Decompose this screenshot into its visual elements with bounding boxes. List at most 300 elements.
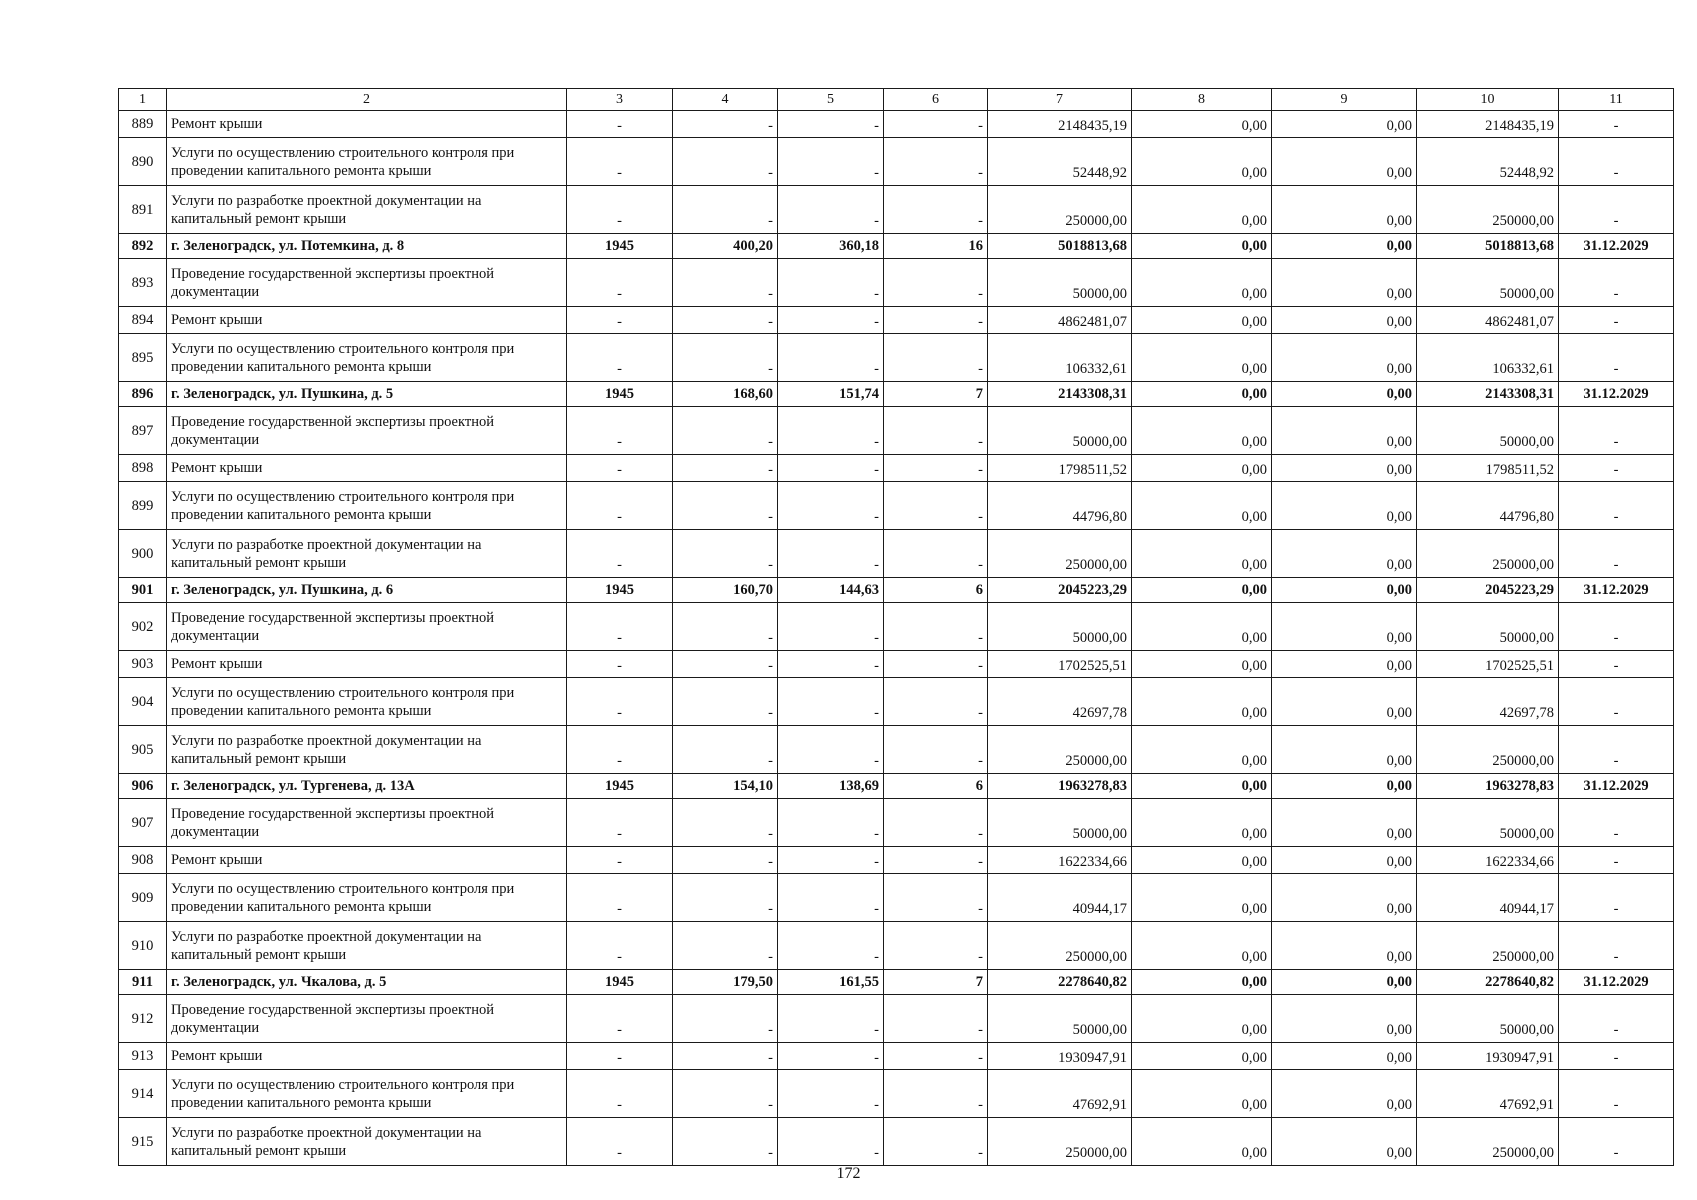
cost-total-cell: 2143308,31: [988, 382, 1132, 407]
area-total-cell: 160,70: [673, 578, 778, 603]
area-living-cell: -: [778, 259, 884, 307]
area-total-cell: -: [673, 455, 778, 482]
area-total-cell: 154,10: [673, 774, 778, 799]
cost-total-cell: 2148435,19: [988, 111, 1132, 138]
cost-col8-cell: 0,00: [1132, 774, 1272, 799]
deadline-cell: -: [1559, 874, 1674, 922]
residents-cell: -: [884, 1118, 988, 1166]
work-name-cell: Ремонт крыши: [167, 847, 567, 874]
deadline-cell: -: [1559, 259, 1674, 307]
deadline-cell: 31.12.2029: [1559, 234, 1674, 259]
deadline-cell: -: [1559, 678, 1674, 726]
row-number-cell: 911: [119, 970, 167, 995]
cost-col8-cell: 0,00: [1132, 234, 1272, 259]
area-total-cell: 400,20: [673, 234, 778, 259]
area-total-cell: -: [673, 530, 778, 578]
deadline-cell: -: [1559, 922, 1674, 970]
cost-col10-cell: 5018813,68: [1417, 234, 1559, 259]
row-number-cell: 900: [119, 530, 167, 578]
area-living-cell: -: [778, 186, 884, 234]
cost-col10-cell: 47692,91: [1417, 1070, 1559, 1118]
deadline-cell: -: [1559, 726, 1674, 774]
area-total-cell: -: [673, 334, 778, 382]
residents-cell: -: [884, 1070, 988, 1118]
work-name-cell: г. Зеленоградск, ул. Потемкина, д. 8: [167, 234, 567, 259]
work-row: [119, 455, 1674, 482]
row-number-cell: 898: [119, 455, 167, 482]
work-name-cell: г. Зеленоградск, ул. Тургенева, д. 13А: [167, 774, 567, 799]
cost-col8-cell: 0,00: [1132, 382, 1272, 407]
area-living-cell: 360,18: [778, 234, 884, 259]
area-total-cell: -: [673, 138, 778, 186]
address-row: [119, 578, 1674, 603]
cost-col8-cell: 0,00: [1132, 799, 1272, 847]
row-number-cell: 915: [119, 1118, 167, 1166]
cost-col10-cell: 50000,00: [1417, 603, 1559, 651]
row-number-cell: 896: [119, 382, 167, 407]
cost-col10-cell: 1930947,91: [1417, 1043, 1559, 1070]
cost-total-cell: 44796,80: [988, 482, 1132, 530]
area-living-cell: -: [778, 111, 884, 138]
cost-col9-cell: 0,00: [1272, 774, 1417, 799]
cost-col9-cell: 0,00: [1272, 334, 1417, 382]
row-number-cell: 909: [119, 874, 167, 922]
area-living-cell: -: [778, 1118, 884, 1166]
cost-col9-cell: 0,00: [1272, 603, 1417, 651]
cost-total-cell: 106332,61: [988, 334, 1132, 382]
cost-total-cell: 5018813,68: [988, 234, 1132, 259]
residents-cell: -: [884, 138, 988, 186]
residents-cell: -: [884, 678, 988, 726]
area-living-cell: -: [778, 995, 884, 1043]
work-row: [119, 111, 1674, 138]
residents-cell: -: [884, 407, 988, 455]
area-living-cell: -: [778, 874, 884, 922]
work-name-cell: Ремонт крыши: [167, 111, 567, 138]
area-total-cell: 179,50: [673, 970, 778, 995]
area-total-cell: -: [673, 874, 778, 922]
row-number-cell: 904: [119, 678, 167, 726]
work-name-cell: Услуги по осуществлению строительного контроля при проведении капитального ремонта крыши: [167, 138, 567, 186]
cost-col8-cell: 0,00: [1132, 259, 1272, 307]
work-name-cell: Услуги по осуществлению строительного контроля при проведении капитального ремонта крыши: [167, 482, 567, 530]
work-name-cell: Услуги по осуществлению строительного контроля при проведении капитального ремонта крыши: [167, 1070, 567, 1118]
area-total-cell: 168,60: [673, 382, 778, 407]
cost-col10-cell: 250000,00: [1417, 726, 1559, 774]
area-total-cell: -: [673, 1118, 778, 1166]
residents-cell: -: [884, 799, 988, 847]
cost-col10-cell: 44796,80: [1417, 482, 1559, 530]
year-cell: -: [567, 651, 673, 678]
cost-col8-cell: 0,00: [1132, 578, 1272, 603]
cost-col8-cell: 0,00: [1132, 651, 1272, 678]
year-cell: -: [567, 186, 673, 234]
cost-col10-cell: 50000,00: [1417, 995, 1559, 1043]
row-number-cell: 891: [119, 186, 167, 234]
address-row: [119, 234, 1674, 259]
work-row: [119, 1043, 1674, 1070]
cost-total-cell: 250000,00: [988, 530, 1132, 578]
year-cell: -: [567, 482, 673, 530]
work-row: [119, 678, 1674, 726]
area-living-cell: -: [778, 799, 884, 847]
cost-col8-cell: 0,00: [1132, 334, 1272, 382]
work-row: [119, 726, 1674, 774]
page-number: 172: [836, 1165, 861, 1182]
column-11-header: 11: [1559, 89, 1674, 111]
deadline-cell: -: [1559, 1070, 1674, 1118]
cost-total-cell: 1798511,52: [988, 455, 1132, 482]
area-living-cell: -: [778, 482, 884, 530]
cost-col8-cell: 0,00: [1132, 726, 1272, 774]
deadline-cell: -: [1559, 651, 1674, 678]
cost-col8-cell: 0,00: [1132, 995, 1272, 1043]
work-name-cell: Услуги по осуществлению строительного контроля при проведении капитального ремонта крыши: [167, 874, 567, 922]
deadline-cell: -: [1559, 530, 1674, 578]
column-8-header: 8: [1132, 89, 1272, 111]
row-number-cell: 903: [119, 651, 167, 678]
residents-cell: 6: [884, 578, 988, 603]
cost-col10-cell: 2045223,29: [1417, 578, 1559, 603]
year-cell: 1945: [567, 578, 673, 603]
residents-cell: 7: [884, 970, 988, 995]
area-total-cell: -: [673, 726, 778, 774]
cost-col9-cell: 0,00: [1272, 186, 1417, 234]
deadline-cell: -: [1559, 995, 1674, 1043]
work-row: [119, 603, 1674, 651]
cost-col9-cell: 0,00: [1272, 1070, 1417, 1118]
area-total-cell: -: [673, 407, 778, 455]
deadline-cell: -: [1559, 603, 1674, 651]
cost-col8-cell: 0,00: [1132, 1118, 1272, 1166]
address-row: [119, 970, 1674, 995]
deadline-cell: 31.12.2029: [1559, 774, 1674, 799]
work-row: [119, 482, 1674, 530]
area-total-cell: -: [673, 603, 778, 651]
area-living-cell: -: [778, 603, 884, 651]
residents-cell: -: [884, 482, 988, 530]
area-total-cell: -: [673, 799, 778, 847]
cost-col9-cell: 0,00: [1272, 874, 1417, 922]
year-cell: 1945: [567, 382, 673, 407]
cost-col9-cell: 0,00: [1272, 111, 1417, 138]
cost-col8-cell: 0,00: [1132, 678, 1272, 726]
cost-col8-cell: 0,00: [1132, 407, 1272, 455]
year-cell: 1945: [567, 774, 673, 799]
cost-total-cell: 50000,00: [988, 603, 1132, 651]
year-cell: -: [567, 259, 673, 307]
year-cell: -: [567, 799, 673, 847]
area-total-cell: -: [673, 1070, 778, 1118]
column-9-header: 9: [1272, 89, 1417, 111]
year-cell: -: [567, 334, 673, 382]
cost-col9-cell: 0,00: [1272, 455, 1417, 482]
row-number-cell: 899: [119, 482, 167, 530]
work-row: [119, 186, 1674, 234]
cost-col9-cell: 0,00: [1272, 234, 1417, 259]
row-number-cell: 907: [119, 799, 167, 847]
row-number-cell: 894: [119, 307, 167, 334]
cost-col10-cell: 2148435,19: [1417, 111, 1559, 138]
column-10-header: 10: [1417, 89, 1559, 111]
address-row: [119, 774, 1674, 799]
area-living-cell: -: [778, 922, 884, 970]
work-name-cell: Ремонт крыши: [167, 307, 567, 334]
cost-total-cell: 1622334,66: [988, 847, 1132, 874]
cost-col9-cell: 0,00: [1272, 1043, 1417, 1070]
cost-col9-cell: 0,00: [1272, 407, 1417, 455]
cost-col8-cell: 0,00: [1132, 874, 1272, 922]
cost-total-cell: 4862481,07: [988, 307, 1132, 334]
column-4-header: 4: [673, 89, 778, 111]
cost-col8-cell: 0,00: [1132, 970, 1272, 995]
row-number-cell: 910: [119, 922, 167, 970]
area-living-cell: -: [778, 726, 884, 774]
year-cell: 1945: [567, 234, 673, 259]
residents-cell: -: [884, 1043, 988, 1070]
area-living-cell: -: [778, 407, 884, 455]
cost-total-cell: 1702525,51: [988, 651, 1132, 678]
area-living-cell: 138,69: [778, 774, 884, 799]
area-living-cell: -: [778, 530, 884, 578]
work-name-cell: Ремонт крыши: [167, 1043, 567, 1070]
year-cell: -: [567, 1043, 673, 1070]
cost-col10-cell: 1622334,66: [1417, 847, 1559, 874]
area-total-cell: -: [673, 259, 778, 307]
cost-col10-cell: 2278640,82: [1417, 970, 1559, 995]
work-row: [119, 995, 1674, 1043]
residents-cell: -: [884, 259, 988, 307]
cost-total-cell: 50000,00: [988, 995, 1132, 1043]
cost-total-cell: 52448,92: [988, 138, 1132, 186]
residents-cell: -: [884, 922, 988, 970]
area-living-cell: -: [778, 847, 884, 874]
cost-col10-cell: 250000,00: [1417, 186, 1559, 234]
cost-col10-cell: 1798511,52: [1417, 455, 1559, 482]
cost-col9-cell: 0,00: [1272, 1118, 1417, 1166]
cost-col9-cell: 0,00: [1272, 678, 1417, 726]
header-row: [119, 89, 1674, 111]
work-row: [119, 259, 1674, 307]
area-total-cell: -: [673, 111, 778, 138]
residents-cell: 7: [884, 382, 988, 407]
cost-col10-cell: 1702525,51: [1417, 651, 1559, 678]
area-total-cell: -: [673, 482, 778, 530]
document-sheet: [118, 88, 1674, 1166]
work-name-cell: Ремонт крыши: [167, 455, 567, 482]
work-row: [119, 799, 1674, 847]
cost-total-cell: 250000,00: [988, 922, 1132, 970]
work-name-cell: Ремонт крыши: [167, 651, 567, 678]
cost-col10-cell: 1963278,83: [1417, 774, 1559, 799]
cost-col10-cell: 52448,92: [1417, 138, 1559, 186]
work-name-cell: Услуги по осуществлению строительного контроля при проведении капитального ремонта крыши: [167, 678, 567, 726]
column-number-header: 1: [119, 89, 167, 111]
work-row: [119, 530, 1674, 578]
area-living-cell: -: [778, 1070, 884, 1118]
area-living-cell: -: [778, 455, 884, 482]
cost-col8-cell: 0,00: [1132, 111, 1272, 138]
residents-cell: -: [884, 995, 988, 1043]
cost-total-cell: 40944,17: [988, 874, 1132, 922]
work-row: [119, 1070, 1674, 1118]
area-total-cell: -: [673, 651, 778, 678]
row-number-cell: 895: [119, 334, 167, 382]
residents-cell: -: [884, 307, 988, 334]
deadline-cell: -: [1559, 455, 1674, 482]
area-total-cell: -: [673, 186, 778, 234]
cost-col10-cell: 250000,00: [1417, 1118, 1559, 1166]
year-cell: -: [567, 307, 673, 334]
deadline-cell: -: [1559, 799, 1674, 847]
cost-total-cell: 2278640,82: [988, 970, 1132, 995]
row-number-cell: 908: [119, 847, 167, 874]
column-5-header: 5: [778, 89, 884, 111]
area-total-cell: -: [673, 922, 778, 970]
area-total-cell: -: [673, 1043, 778, 1070]
work-name-cell: г. Зеленоградск, ул. Пушкина, д. 6: [167, 578, 567, 603]
cost-col9-cell: 0,00: [1272, 138, 1417, 186]
cost-col9-cell: 0,00: [1272, 995, 1417, 1043]
residents-cell: -: [884, 651, 988, 678]
row-number-cell: 902: [119, 603, 167, 651]
deadline-cell: -: [1559, 334, 1674, 382]
work-name-cell: Проведение государственной экспертизы проектной документации: [167, 799, 567, 847]
cost-col9-cell: 0,00: [1272, 922, 1417, 970]
register-table: [118, 88, 1674, 1166]
cost-col8-cell: 0,00: [1132, 138, 1272, 186]
deadline-cell: 31.12.2029: [1559, 970, 1674, 995]
area-living-cell: -: [778, 334, 884, 382]
cost-total-cell: 47692,91: [988, 1070, 1132, 1118]
work-row: [119, 922, 1674, 970]
work-name-cell: Проведение государственной экспертизы проектной документации: [167, 995, 567, 1043]
year-cell: -: [567, 874, 673, 922]
year-cell: -: [567, 530, 673, 578]
cost-total-cell: 42697,78: [988, 678, 1132, 726]
residents-cell: -: [884, 530, 988, 578]
cost-total-cell: 1963278,83: [988, 774, 1132, 799]
year-cell: -: [567, 1118, 673, 1166]
cost-col9-cell: 0,00: [1272, 259, 1417, 307]
year-cell: 1945: [567, 970, 673, 995]
area-living-cell: -: [778, 138, 884, 186]
work-name-cell: г. Зеленоградск, ул. Чкалова, д. 5: [167, 970, 567, 995]
year-cell: -: [567, 678, 673, 726]
cost-col9-cell: 0,00: [1272, 970, 1417, 995]
cost-col9-cell: 0,00: [1272, 847, 1417, 874]
area-living-cell: -: [778, 1043, 884, 1070]
cost-total-cell: 250000,00: [988, 186, 1132, 234]
cost-col8-cell: 0,00: [1132, 530, 1272, 578]
area-total-cell: -: [673, 307, 778, 334]
row-number-cell: 897: [119, 407, 167, 455]
column-3-header: 3: [567, 89, 673, 111]
work-name-cell: Услуги по осуществлению строительного контроля при проведении капитального ремонта крыши: [167, 334, 567, 382]
address-row: [119, 382, 1674, 407]
work-name-cell: Проведение государственной экспертизы проектной документации: [167, 603, 567, 651]
residents-cell: -: [884, 847, 988, 874]
work-row: [119, 138, 1674, 186]
year-cell: -: [567, 995, 673, 1043]
row-number-cell: 906: [119, 774, 167, 799]
area-living-cell: 144,63: [778, 578, 884, 603]
year-cell: -: [567, 922, 673, 970]
cost-col9-cell: 0,00: [1272, 482, 1417, 530]
residents-cell: -: [884, 186, 988, 234]
deadline-cell: -: [1559, 847, 1674, 874]
cost-total-cell: 250000,00: [988, 1118, 1132, 1166]
work-name-cell: Услуги по разработке проектной документации на капитальный ремонт крыши: [167, 186, 567, 234]
cost-total-cell: 250000,00: [988, 726, 1132, 774]
work-row: [119, 1118, 1674, 1166]
work-name-cell: Услуги по разработке проектной документации на капитальный ремонт крыши: [167, 530, 567, 578]
row-number-cell: 912: [119, 995, 167, 1043]
row-number-cell: 914: [119, 1070, 167, 1118]
cost-col9-cell: 0,00: [1272, 382, 1417, 407]
work-name-cell: Услуги по разработке проектной документации на капитальный ремонт крыши: [167, 726, 567, 774]
work-name-cell: г. Зеленоградск, ул. Пушкина, д. 5: [167, 382, 567, 407]
deadline-cell: -: [1559, 138, 1674, 186]
cost-col8-cell: 0,00: [1132, 455, 1272, 482]
cost-col10-cell: 50000,00: [1417, 799, 1559, 847]
residents-cell: 6: [884, 774, 988, 799]
area-living-cell: -: [778, 651, 884, 678]
cost-col10-cell: 4862481,07: [1417, 307, 1559, 334]
cost-col8-cell: 0,00: [1132, 1070, 1272, 1118]
year-cell: -: [567, 455, 673, 482]
cost-col9-cell: 0,00: [1272, 307, 1417, 334]
cost-col10-cell: 2143308,31: [1417, 382, 1559, 407]
area-total-cell: -: [673, 847, 778, 874]
row-number-cell: 905: [119, 726, 167, 774]
residents-cell: -: [884, 455, 988, 482]
residents-cell: -: [884, 874, 988, 922]
cost-col10-cell: 40944,17: [1417, 874, 1559, 922]
residents-cell: -: [884, 334, 988, 382]
deadline-cell: -: [1559, 1118, 1674, 1166]
deadline-cell: -: [1559, 482, 1674, 530]
work-row: [119, 307, 1674, 334]
deadline-cell: -: [1559, 407, 1674, 455]
cost-total-cell: 2045223,29: [988, 578, 1132, 603]
area-living-cell: 151,74: [778, 382, 884, 407]
area-living-cell: 161,55: [778, 970, 884, 995]
work-row: [119, 334, 1674, 382]
area-living-cell: -: [778, 678, 884, 726]
residents-cell: -: [884, 726, 988, 774]
work-row: [119, 407, 1674, 455]
cost-col8-cell: 0,00: [1132, 847, 1272, 874]
year-cell: -: [567, 111, 673, 138]
cost-total-cell: 1930947,91: [988, 1043, 1132, 1070]
column-6-header: 6: [884, 89, 988, 111]
work-row: [119, 651, 1674, 678]
cost-total-cell: 50000,00: [988, 799, 1132, 847]
cost-col9-cell: 0,00: [1272, 530, 1417, 578]
residents-cell: 16: [884, 234, 988, 259]
cost-col9-cell: 0,00: [1272, 578, 1417, 603]
cost-col8-cell: 0,00: [1132, 1043, 1272, 1070]
cost-col9-cell: 0,00: [1272, 651, 1417, 678]
area-total-cell: -: [673, 678, 778, 726]
deadline-cell: -: [1559, 111, 1674, 138]
row-number-cell: 893: [119, 259, 167, 307]
cost-col10-cell: 50000,00: [1417, 259, 1559, 307]
work-name-cell: Услуги по разработке проектной документации на капитальный ремонт крыши: [167, 922, 567, 970]
year-cell: -: [567, 138, 673, 186]
deadline-cell: -: [1559, 186, 1674, 234]
